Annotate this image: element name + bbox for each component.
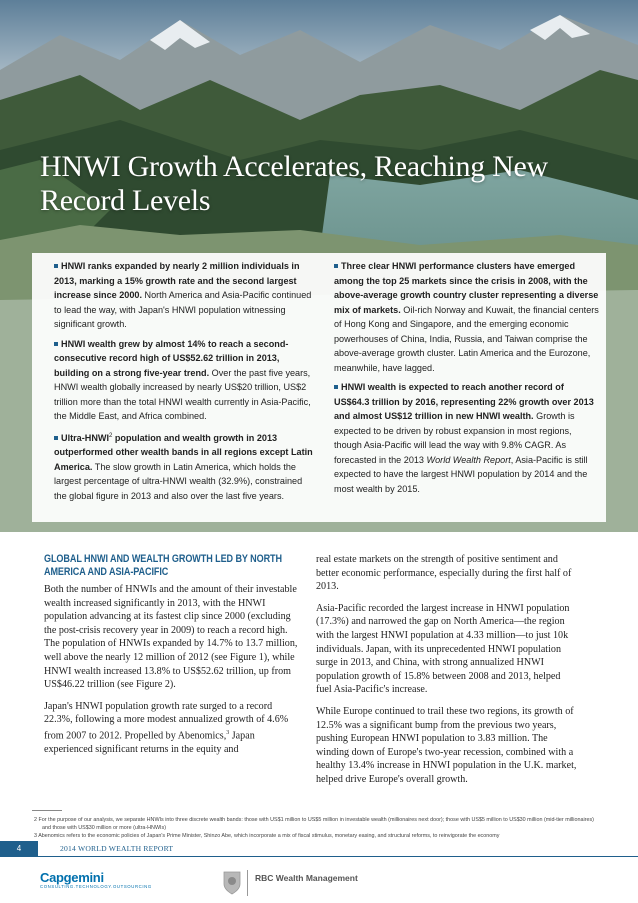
body-paragraph: Both the number of HNWIs and the amount of their investable wealth increased significantly in 2013, with the HNWI population advancing at its fastest clip since 2000 (excluding the post-crisis recovery year in 2009) to reach a record high. The population of HNWIs expanded by 14.7% to 13.7 million, well above the nearly 12 million of 2012 (see Figure 1), while HNWI wealth increased 13.8% to US$52.62 trillion, up from US$46.22 trillion (see Figure 2).	[44, 584, 298, 691]
bullet-square-icon	[54, 436, 58, 440]
page-title: HNWI Growth Accelerates, Reaching New Record Levels	[40, 150, 548, 217]
footnote: 2 For the purpose of our analysis, we separate HNWIs into three discrete wealth bands: those with US$1 million to US$5 million in investable wealth (millionaires next door); those with US$5 million to US$30 million (mid-tier millionaires) and those with US$30 million or more (ultra-HNWIs)	[34, 817, 594, 831]
footnote: 3 Abenomics refers to the economic policies of Japan's Prime Minister, Shinzo Abe, which incorporate a mix of fiscal stimulus, monetary easing, and structural reforms, to reinvigorate the economy	[34, 833, 500, 839]
page-footer-bar	[0, 841, 638, 857]
footnote-marker: 3	[226, 729, 230, 736]
bullet-text: Oil-rich Norway and Kuwait, the financial centers of Hong Kong and Singapore, and the emerging economic powerhouses of China, India, Russia, and Taiwan comprise the above-average growth cluster. Latin America and the Eurozone, meanwhile, have lagged.	[334, 304, 599, 373]
bullet-text: The slow growth in Latin America, which holds the largest percentage of ultra-HNWI wealth (32.9%), constrained the global figure in 2013 and also over the last five years.	[54, 461, 303, 501]
capgemini-tagline: CONSULTING.TECHNOLOGY.OUTSOURCING	[40, 884, 152, 889]
summary-bullet	[334, 259, 600, 375]
section-heading: GLOBAL HNWI AND WEALTH GROWTH LED BY NORTH AMERICA AND ASIA-PACIFIC	[44, 553, 282, 578]
bullet-bold-text: HNWI wealth grew by almost 14% to reach a second-consecutive record high of US$52.62 trillion in 2013, building on a strong five-year trend.	[54, 338, 289, 378]
summary-bullet	[334, 380, 600, 496]
body-paragraph-text: Japan's HNWI population growth rate surged to a record 22.3%, following a more modest annualized growth of 4.6% from 2007 to 2012. Propelled by Abenomics,	[44, 700, 289, 742]
bullet-bold-text: Three clear HNWI performance clusters have emerged among the top 25 markets since the crisis in 2008, with the above-average growth country cluster representing a diverse mix of markets.	[334, 261, 599, 315]
rbc-wordmark: RBC Wealth Management	[255, 873, 358, 883]
bullet-bold-text: population and wealth growth in 2013 outperformed other wealth bands in all regions except Latin America.	[54, 432, 313, 472]
bullet-bold-text: HNWI ranks expanded by nearly 2 million individuals in 2013, marking a 15% growth rate and the second largest increase since 2000.	[54, 261, 300, 300]
bullet-square-icon	[54, 264, 58, 268]
bullet-text: Over the past five years, HNWI wealth globally increased by nearly US$20 trillion, US$2 trillion more than the total HNWI wealth currently in Asia-Pacific, the Middle East, and Africa combined.	[54, 367, 311, 421]
body-left-column	[44, 553, 302, 764]
bullet-bold-text: HNWI wealth is expected to reach another record of US$64.3 trillion by 2016, representing 22% growth over 2013 and almost US$12 trillion in new HNWI wealth.	[334, 382, 594, 421]
summary-panel	[32, 253, 606, 522]
bullet-text: , Asia-Pacific is still expected to have the largest HNWI population by 2014 and the most wealth by 2015.	[334, 454, 588, 494]
bullet-bold-text: Ultra-HNWI	[61, 432, 109, 443]
bullet-text: Growth is expected to be driven by robust expansion in most regions, though Asia-Pacific will lead the way with 9.8% CAGR. As forecasted in the 2013	[334, 411, 575, 465]
rbc-logo	[222, 870, 358, 901]
body-paragraph: real estate markets on the strength of positive sentiment and better economic performance, especially during the first half of 2013.	[316, 554, 572, 593]
summary-right-column	[334, 259, 600, 501]
body-paragraph: While Europe continued to trail these two regions, its growth of 12.5% was a significant bump from the previous two years, pushing European HNWI population to 3.83 million. The winding down of Europe's two-year recession, combined with a healthy 13.4% increase in HNWI population in the U.K. market, helped drive Europe's overall growth.	[316, 705, 577, 785]
bullet-square-icon	[54, 342, 58, 346]
bullet-square-icon	[334, 385, 338, 389]
summary-bullet	[54, 259, 316, 332]
bullet-square-icon	[334, 264, 338, 268]
bullet-text: North America and Asia-Pacific continued to lead the way, with Japan's HNWI population witnessing significant growth.	[54, 290, 312, 329]
body-paragraph	[44, 700, 302, 757]
body-paragraph-text: Japan experienced significant returns in the equity and	[44, 730, 255, 755]
report-name: 2014 WORLD WEALTH REPORT	[60, 844, 174, 853]
summary-bullet	[54, 429, 316, 504]
footnote-marker: 2	[109, 432, 113, 439]
bullet-italic-text: World Wealth Report	[426, 454, 511, 465]
body-paragraph: Asia-Pacific recorded the largest increase in HNWI population (17.3%) and narrowed the gap on North America—the region with the largest HNWI population at 4.33 million—to just 10k individuals. Japan, with its unprecedented HNWI population surge in 2013, and China, with strong annualized HNWI population growth of 15.8% between 2008 and 2013, helped fuel Asia-Pacific's increase.	[316, 602, 570, 696]
page-number: 4	[0, 841, 38, 857]
capgemini-wordmark: Capgemini	[40, 870, 104, 885]
rbc-shield-icon	[222, 870, 242, 896]
summary-left-column	[54, 259, 316, 508]
body-right-column	[316, 553, 578, 795]
footnotes	[34, 816, 604, 840]
logo-separator	[247, 870, 248, 896]
logo-strip	[0, 866, 638, 903]
summary-bullet	[54, 337, 316, 424]
footnote-divider	[32, 810, 62, 811]
capgemini-logo	[40, 870, 152, 889]
